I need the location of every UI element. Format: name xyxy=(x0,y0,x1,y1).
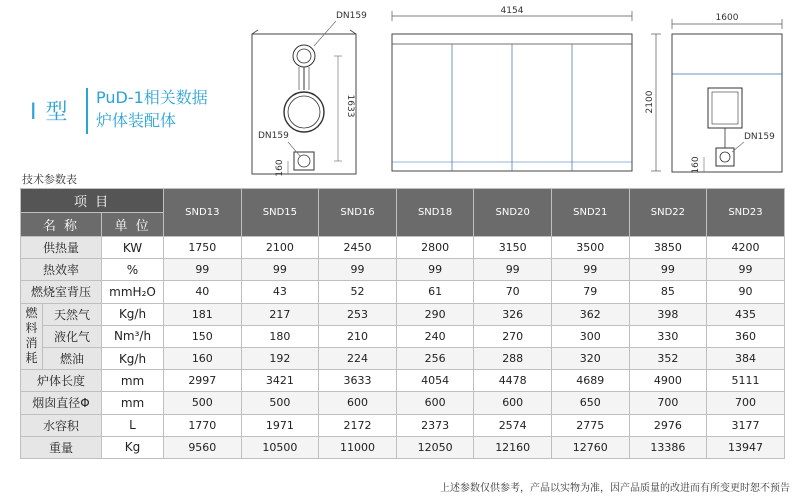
cell-value: 160 xyxy=(164,347,242,369)
end-dn: DN159 xyxy=(744,132,775,142)
front-view-diagram xyxy=(248,6,373,180)
row-name: 烟囱直径Φ xyxy=(21,392,102,414)
row-unit: mm xyxy=(102,370,164,392)
cell-value: 3421 xyxy=(241,370,319,392)
spec-table xyxy=(20,188,785,459)
cell-value: 12760 xyxy=(551,436,629,458)
front-view-drawing xyxy=(248,6,373,180)
cell-value: 99 xyxy=(707,259,785,281)
cell-value: 288 xyxy=(474,347,552,369)
cell-value: 326 xyxy=(474,303,552,325)
table-row xyxy=(21,370,785,392)
cell-value: 13386 xyxy=(629,436,707,458)
table-row xyxy=(21,347,785,369)
table-row xyxy=(21,237,785,259)
model-header: SND21 xyxy=(551,189,629,237)
cell-value: 181 xyxy=(164,303,242,325)
cell-value: 99 xyxy=(241,259,319,281)
cell-value: 9560 xyxy=(164,436,242,458)
cell-value: 192 xyxy=(241,347,319,369)
cell-value: 99 xyxy=(474,259,552,281)
header-item: 项 目 xyxy=(21,189,164,213)
cell-value: 700 xyxy=(707,392,785,414)
cell-value: 85 xyxy=(629,281,707,303)
model-header: SND15 xyxy=(241,189,319,237)
cell-value: 3500 xyxy=(551,237,629,259)
cell-value: 70 xyxy=(474,281,552,303)
model-header: SND18 xyxy=(396,189,474,237)
end-view-diagram xyxy=(668,8,798,180)
cell-value: 5111 xyxy=(707,370,785,392)
cell-value: 61 xyxy=(396,281,474,303)
end-dim-160: 160 xyxy=(691,156,701,174)
side-view-diagram xyxy=(376,4,668,176)
row-name: 热效率 xyxy=(21,259,102,281)
cell-value: 1770 xyxy=(164,414,242,436)
cell-value: 4054 xyxy=(396,370,474,392)
table-caption: 技术参数表 xyxy=(22,173,77,186)
cell-value: 300 xyxy=(551,325,629,347)
model-header: SND23 xyxy=(707,189,785,237)
cell-value: 435 xyxy=(707,303,785,325)
cell-value: 3633 xyxy=(319,370,397,392)
cell-value: 240 xyxy=(396,325,474,347)
header-unit: 单 位 xyxy=(102,213,164,237)
row-name: 燃油 xyxy=(43,347,102,369)
front-dim-160: 160 xyxy=(275,159,285,177)
cell-value: 352 xyxy=(629,347,707,369)
cell-value: 384 xyxy=(707,347,785,369)
table-row xyxy=(21,259,785,281)
model-header: SND20 xyxy=(474,189,552,237)
table-row xyxy=(21,303,785,325)
model-header: SND16 xyxy=(319,189,397,237)
table-row xyxy=(21,281,785,303)
front-dn-top: DN159 xyxy=(336,11,367,21)
side-dim-2100: 2100 xyxy=(645,90,655,114)
cell-value: 700 xyxy=(629,392,707,414)
row-unit: Kg/h xyxy=(102,303,164,325)
end-dim-1600: 1600 xyxy=(715,13,739,23)
row-unit: Kg/h xyxy=(102,347,164,369)
cell-value: 290 xyxy=(396,303,474,325)
cell-value: 2976 xyxy=(629,414,707,436)
cell-value: 2997 xyxy=(164,370,242,392)
cell-value: 99 xyxy=(164,259,242,281)
cell-value: 600 xyxy=(396,392,474,414)
cell-value: 3150 xyxy=(474,237,552,259)
cell-value: 1971 xyxy=(241,414,319,436)
side-dim-4154: 4154 xyxy=(500,6,524,16)
cell-value: 4478 xyxy=(474,370,552,392)
cell-value: 1750 xyxy=(164,237,242,259)
cell-value: 2172 xyxy=(319,414,397,436)
cell-value: 11000 xyxy=(319,436,397,458)
boiler-type-label: I 型 xyxy=(30,100,69,125)
cell-value: 4200 xyxy=(707,237,785,259)
cell-value: 600 xyxy=(474,392,552,414)
title-line-1: PuD-1相关数据 xyxy=(96,88,208,107)
cell-value: 320 xyxy=(551,347,629,369)
header-name: 名 称 xyxy=(21,213,102,237)
cell-value: 650 xyxy=(551,392,629,414)
cell-value: 10500 xyxy=(241,436,319,458)
fuel-group-char: 料 xyxy=(25,321,38,336)
cell-value: 99 xyxy=(629,259,707,281)
table-row xyxy=(21,414,785,436)
cell-value: 79 xyxy=(551,281,629,303)
cell-value: 99 xyxy=(319,259,397,281)
table-row xyxy=(21,436,785,458)
cell-value: 500 xyxy=(241,392,319,414)
cell-value: 13947 xyxy=(707,436,785,458)
cell-value: 43 xyxy=(241,281,319,303)
cell-value: 600 xyxy=(319,392,397,414)
cell-value: 330 xyxy=(629,325,707,347)
cell-value: 3177 xyxy=(707,414,785,436)
table-header-row-1 xyxy=(21,189,785,213)
cell-value: 270 xyxy=(474,325,552,347)
cell-value: 12160 xyxy=(474,436,552,458)
row-unit: KW xyxy=(102,237,164,259)
cell-value: 150 xyxy=(164,325,242,347)
cell-value: 362 xyxy=(551,303,629,325)
cell-value: 210 xyxy=(319,325,397,347)
cell-value: 2100 xyxy=(241,237,319,259)
row-unit: Nm³/h xyxy=(102,325,164,347)
table-row xyxy=(21,392,785,414)
row-name: 燃烧室背压 xyxy=(21,281,102,303)
cell-value: 360 xyxy=(707,325,785,347)
title-divider xyxy=(86,88,88,134)
row-name: 液化气 xyxy=(43,325,102,347)
row-name: 重量 xyxy=(21,436,102,458)
cell-value: 224 xyxy=(319,347,397,369)
cell-value: 40 xyxy=(164,281,242,303)
cell-value: 2450 xyxy=(319,237,397,259)
end-view-drawing xyxy=(668,8,798,180)
cell-value: 398 xyxy=(629,303,707,325)
row-name: 水容积 xyxy=(21,414,102,436)
cell-value: 2373 xyxy=(396,414,474,436)
front-dim-1633: 1633 xyxy=(345,94,355,118)
row-unit: mm xyxy=(102,392,164,414)
cell-value: 2775 xyxy=(551,414,629,436)
cell-value: 90 xyxy=(707,281,785,303)
row-name: 供热量 xyxy=(21,237,102,259)
cell-value: 500 xyxy=(164,392,242,414)
row-unit: L xyxy=(102,414,164,436)
fuel-group-char: 耗 xyxy=(25,351,38,366)
footnote: 上述参数仅供参考，产品以实物为准，因产品质量的改进而有所变更时恕不预告 xyxy=(440,483,790,494)
row-unit: mmH₂O xyxy=(102,281,164,303)
model-header: SND22 xyxy=(629,189,707,237)
row-unit: Kg xyxy=(102,436,164,458)
side-view-drawing xyxy=(376,4,668,176)
cell-value: 253 xyxy=(319,303,397,325)
title-block xyxy=(96,86,208,132)
row-name: 天然气 xyxy=(43,303,102,325)
cell-value: 3850 xyxy=(629,237,707,259)
title-line-2: 炉体装配体 xyxy=(96,111,177,130)
cell-value: 2800 xyxy=(396,237,474,259)
cell-value: 99 xyxy=(551,259,629,281)
fuel-group-char: 消 xyxy=(25,336,38,351)
cell-value: 2574 xyxy=(474,414,552,436)
front-dn-bottom: DN159 xyxy=(258,131,289,141)
cell-value: 217 xyxy=(241,303,319,325)
cell-value: 4689 xyxy=(551,370,629,392)
cell-value: 4900 xyxy=(629,370,707,392)
table-row xyxy=(21,325,785,347)
fuel-consumption-group xyxy=(21,303,43,370)
cell-value: 99 xyxy=(396,259,474,281)
cell-value: 256 xyxy=(396,347,474,369)
cell-value: 52 xyxy=(319,281,397,303)
row-unit: % xyxy=(102,259,164,281)
row-name: 炉体长度 xyxy=(21,370,102,392)
model-header: SND13 xyxy=(164,189,242,237)
cell-value: 180 xyxy=(241,325,319,347)
fuel-group-char: 燃 xyxy=(25,306,38,321)
cell-value: 12050 xyxy=(396,436,474,458)
